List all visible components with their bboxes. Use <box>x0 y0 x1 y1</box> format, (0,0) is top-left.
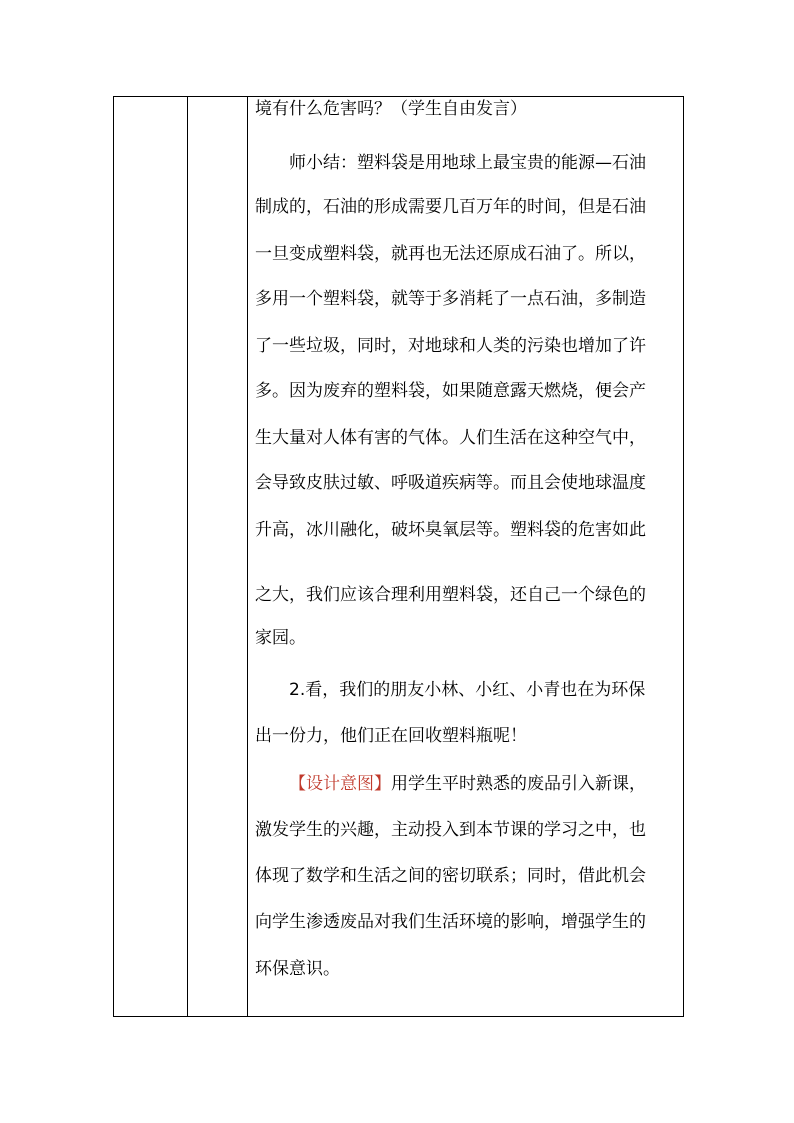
text-line: 境有什么危害吗？（学生自由发言） <box>255 99 527 119</box>
text-line: 出一份力，他们正在回收塑料瓶呢！ <box>255 726 527 746</box>
column-divider-1 <box>187 97 188 1016</box>
text-line: 向学生渗透废品对我们生活环境的影响，增强学生的 <box>255 912 646 932</box>
text-line: 环保意识。 <box>255 959 340 979</box>
design-intent-text: 用学生平时熟悉的废品引入新课， <box>391 774 646 794</box>
text-line: 多。因为废弃的塑料袋，如果随意露天燃烧，便会产 <box>255 381 646 401</box>
column-divider-2 <box>247 97 248 1016</box>
text-line: 激发学生的兴趣，主动投入到本节课的学习之中，也 <box>255 820 646 840</box>
text-line: 一旦变成塑料袋，就再也无法还原成石油了。所以， <box>255 244 646 264</box>
text-line: 之大，我们应该合理利用塑料袋，还自己一个绿色的 <box>255 585 646 605</box>
text-line: 体现了数学和生活之间的密切联系；同时，借此机会 <box>255 866 646 886</box>
design-intent-label: 【设计意图】 <box>289 774 391 794</box>
text-line: 了一些垃圾，同时，对地球和人类的污染也增加了许 <box>255 336 646 356</box>
text-line: 家园。 <box>255 628 306 648</box>
text-line: 会导致皮肤过敏、呼吸道疾病等。而且会使地球温度 <box>255 473 646 493</box>
text-line: 升高，冰川融化，破坏臭氧层等。塑料袋的危害如此 <box>255 520 646 540</box>
design-intent-line <box>289 772 646 796</box>
text-line: 制成的，石油的形成需要几百万年的时间，但是石油 <box>255 197 646 217</box>
text-line: 师小结：塑料袋是用地球上最宝贵的能源—石油 <box>289 153 646 173</box>
text-line: 生大量对人体有害的气体。人们生活在这种空气中， <box>255 428 646 448</box>
text-line: 多用一个塑料袋，就等于多消耗了一点石油，多制造 <box>255 289 646 309</box>
text-line: 2.看，我们的朋友小林、小红、小青也在为环保 <box>289 680 646 700</box>
